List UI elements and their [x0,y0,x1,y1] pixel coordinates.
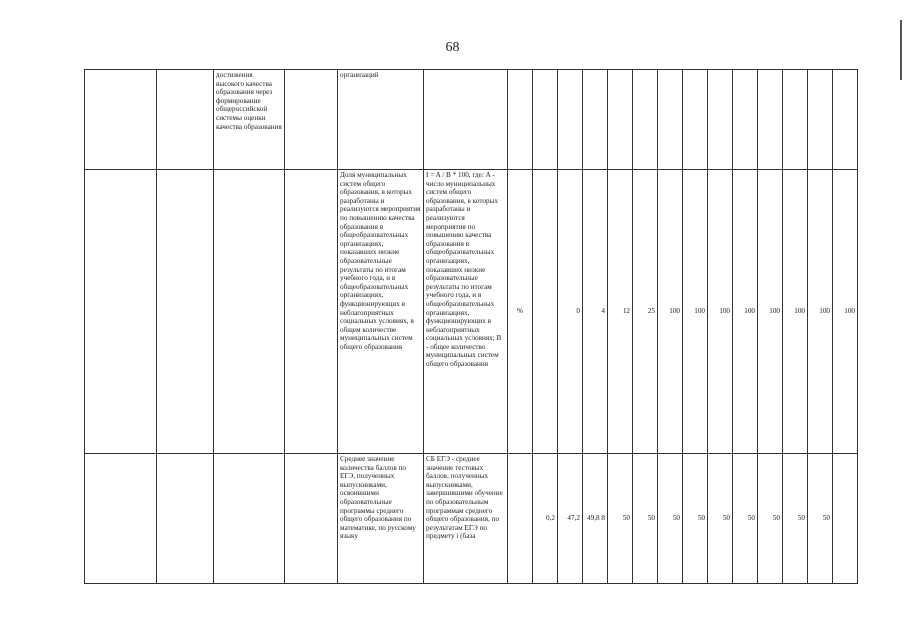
value-cell: 100 [708,170,733,454]
value-cell [758,70,783,170]
page-edge-mark [900,20,902,80]
formula-cell: I = A / B * 100, где: A - число муниципальных систем общего образования, в которых разработаны и реализуются мероприятия по повышению качества образования в общеобразовательных организациях, показавших низкие образовательные результаты по итогам учебного года, и в общеобразовательных организациях, функционирующих в неблагоприятных социальных условиях; B - общее количество муниципальных систем общего образования [424,170,508,454]
value-cell [583,70,608,170]
page-number: 68 [445,40,460,55]
value-cell: 50 [683,454,708,584]
value-cell: 100 [683,170,708,454]
goal-cell [214,454,285,584]
unit-cell: % [508,170,533,454]
value-cell [833,454,858,584]
value-cell: 50 [633,454,658,584]
value-cell: 0,2 [533,454,558,584]
value-cell [833,70,858,170]
value-cell [558,70,583,170]
table-row [85,170,858,454]
table-cell [157,454,214,584]
goal-cell [214,170,285,454]
value-cell: 50 [708,454,733,584]
formula-cell [424,70,508,170]
value-cell: 25 [633,170,658,454]
table-cell [285,170,338,454]
value-cell: 50 [808,454,833,584]
formula-cell: СБ ЕГЭ - среднее значение тестовых баллов, полученных выпускниками, завершившими обучение по образовательным программам среднего общего образования, по результатам ЕГЭ по предмету i (база [424,454,508,584]
value-cell: 100 [783,170,808,454]
value-cell: 50 [733,454,758,584]
value-cell: 47,2 [558,454,583,584]
value-cell: 100 [658,170,683,454]
value-cell [608,70,633,170]
value-cell [533,170,558,454]
table-cell [285,70,338,170]
unit-cell [508,454,533,584]
value-cell: 50 [608,454,633,584]
indicators-table [84,69,858,584]
value-cell: 50 [658,454,683,584]
table-cell [85,170,157,454]
value-cell [533,70,558,170]
value-cell [808,70,833,170]
value-cell: 100 [833,170,858,454]
value-cell: 49,8 8 [583,454,608,584]
value-cell [708,70,733,170]
value-cell: 0 [558,170,583,454]
table-row [85,454,858,584]
table-cell [285,454,338,584]
value-cell [783,70,808,170]
value-cell: 100 [808,170,833,454]
table-row [85,70,858,170]
table-cell [85,70,157,170]
unit-cell [508,70,533,170]
value-cell: 12 [608,170,633,454]
indicator-name-cell: Среднее значение количества баллов по ЕГЭ, полученных выпускниками, освоившими образовательные программы среднего общего образования по математике, по русскому языку [338,454,424,584]
value-cell: 50 [758,454,783,584]
value-cell [633,70,658,170]
value-cell [733,70,758,170]
indicator-name-cell: организаций [338,70,424,170]
value-cell: 50 [783,454,808,584]
value-cell [658,70,683,170]
value-cell: 4 [583,170,608,454]
value-cell: 100 [758,170,783,454]
table-cell [157,170,214,454]
value-cell [683,70,708,170]
goal-cell: достижения высокого качества образования через формирование общероссийской системы оценки качества образования [214,70,285,170]
indicator-name-cell: Доля муниципальных систем общего образования, в которых разработаны и реализуются мероприятия по повышению качества образования в общеобразовательных организациях, показавших низкие образовательные результаты по итогам учебного года, и в общеобразовательных организациях, функционирующих в неблагоприятных социальных условиях, в общем количестве муниципальных систем общего образования [338,170,424,454]
table-cell [157,70,214,170]
value-cell: 100 [733,170,758,454]
table-cell [85,454,157,584]
